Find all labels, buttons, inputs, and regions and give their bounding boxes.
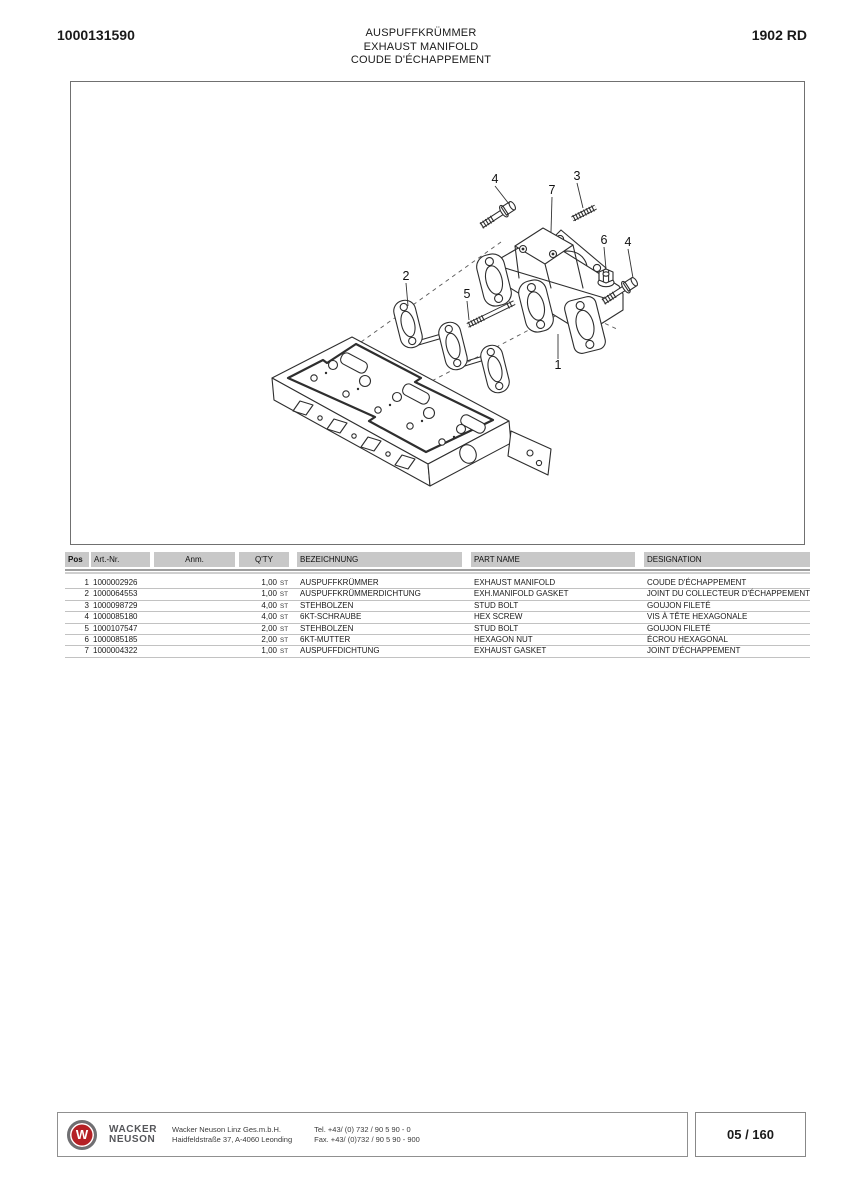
cell-bezeichnung: STEHBOLZEN (300, 600, 354, 610)
cell-qty: 1,00 (261, 646, 277, 656)
cell-unit: ST (280, 636, 289, 644)
hexagon-nut (598, 269, 614, 287)
cell-part-name: EXHAUST GASKET (474, 646, 547, 656)
svg-text:3: 3 (573, 169, 581, 183)
parts-table-header (65, 552, 810, 567)
cell-art-nr: 1000107547 (93, 623, 138, 633)
wacker-neuson-logo-icon: W (67, 1120, 97, 1150)
cell-pos: 7 (84, 646, 89, 656)
cell-unit: ST (280, 602, 289, 610)
company-phones (314, 1125, 420, 1144)
cell-anm (154, 646, 235, 656)
diagram-svg (71, 82, 804, 544)
cell-designation: COUDE D'ÉCHAPPEMENT (647, 578, 747, 587)
cell-bezeichnung: 6KT-MUTTER (300, 634, 351, 644)
cell-pos: 3 (84, 600, 89, 610)
cell-designation: JOINT D'ÉCHAPPEMENT (647, 646, 741, 656)
document-number: 1000131590 (57, 27, 135, 43)
cell-qty: 1,00 (261, 589, 277, 599)
cell-anm (154, 601, 235, 611)
cell-art-nr: 1000085185 (93, 634, 138, 644)
company-street: Haidfeldstraße 37, A-4060 Leonding (172, 1134, 293, 1144)
cell-unit: ST (280, 625, 289, 633)
cell-unit: ST (280, 614, 289, 622)
cell-unit: ST (279, 591, 288, 599)
cell-bezeichnung: AUSPUFFKRÜMMERDICHTUNG (299, 589, 421, 599)
table-row (65, 589, 810, 600)
callout-3 (574, 169, 583, 208)
col-header-art-nr: Art.-Nr. (91, 552, 150, 567)
cell-anm (154, 635, 235, 645)
cell-art-nr: 1000085180 (93, 612, 138, 622)
title-english: EXHAUST MANIFOLD (363, 40, 479, 53)
stud-bolt-short (571, 205, 597, 222)
cell-designation: JOINT DU COLLECTEUR D'ÉCHAPPEMENT (646, 589, 810, 599)
callout-7 (549, 183, 556, 232)
table-row (65, 646, 810, 657)
cell-part-name: HEX SCREW (474, 612, 523, 622)
col-header-pos: Pos (65, 552, 89, 567)
footer-company-box (57, 1112, 688, 1157)
cell-qty: 4,00 (261, 600, 277, 610)
col-header-qty: Q'TY (239, 552, 289, 567)
cell-anm (154, 612, 235, 622)
cell-designation: GOUJON FILETÉ (647, 600, 711, 610)
svg-text:5: 5 (463, 287, 471, 301)
cylinder-head (272, 337, 551, 486)
table-row (65, 578, 810, 589)
brand-wordmark (109, 1125, 157, 1144)
cell-bezeichnung: AUSPUFFKRÜMMER (300, 578, 379, 587)
cell-pos: 2 (84, 589, 89, 599)
exhaust-manifold (474, 228, 623, 355)
svg-text:4: 4 (624, 235, 632, 249)
brand-line-1: WACKER (109, 1124, 158, 1135)
cell-part-name: EXH.MANIFOLD GASKET (473, 589, 569, 599)
model-code: 1902 RD (751, 27, 807, 43)
header-rule-light (65, 572, 810, 574)
cell-designation: GOUJON FILETÉ (647, 623, 711, 633)
svg-text:2: 2 (402, 269, 410, 283)
col-header-anm: Anm. (154, 552, 235, 567)
table-row (65, 624, 810, 635)
cell-part-name: EXHAUST MANIFOLD (474, 578, 556, 587)
cell-art-nr: 1000098729 (93, 600, 138, 610)
hex-screw-top (478, 199, 518, 231)
table-row (65, 635, 810, 646)
cell-qty: 2,00 (261, 634, 277, 644)
title-french: COUDE D'ÉCHAPPEMENT (350, 54, 492, 66)
company-address (172, 1125, 292, 1144)
cell-art-nr: 1000002926 (93, 578, 138, 587)
cell-qty: 2,00 (261, 623, 277, 633)
table-row (65, 601, 810, 612)
cell-part-name: HEXAGON NUT (474, 634, 533, 644)
col-header-part-name: PART NAME (471, 552, 635, 567)
cell-unit: ST (280, 648, 289, 656)
callout-4 (492, 172, 509, 204)
cell-pos: 5 (84, 623, 89, 633)
parts-table-body (65, 578, 810, 658)
cell-part-name: STUD BOLT (474, 600, 519, 610)
page-title (0, 27, 842, 68)
cell-pos: 1 (84, 578, 89, 587)
svg-text:4: 4 (491, 172, 499, 186)
cell-unit: ST (280, 580, 289, 587)
cell-bezeichnung: AUSPUFFDICHTUNG (300, 646, 380, 656)
cell-pos: 4 (84, 612, 89, 622)
brand-line-2: NEUSON (109, 1133, 156, 1145)
cell-part-name: STUD BOLT (474, 623, 519, 633)
cell-designation: VIS À TÊTE HEXAGONALE (647, 612, 748, 622)
header-rule-dark (65, 569, 810, 571)
callout-4 (625, 235, 633, 278)
exploded-view-diagram (70, 81, 805, 545)
parts-table (65, 552, 810, 658)
svg-text:7: 7 (548, 183, 556, 197)
callout-1 (555, 334, 562, 372)
cell-anm (154, 624, 235, 634)
cell-anm (154, 589, 235, 599)
company-name: Wacker Neuson Linz Ges.m.b.H. (172, 1125, 281, 1134)
svg-text:6: 6 (600, 233, 608, 247)
cell-designation: ÉCROU HEXAGONAL (647, 634, 728, 644)
col-header-designation: DESIGNATION (644, 552, 810, 567)
svg-text:1: 1 (554, 358, 562, 372)
page-indicator: 05 / 160 (695, 1112, 806, 1157)
cell-qty: 4,00 (261, 612, 277, 622)
table-row (65, 612, 810, 623)
cell-bezeichnung: 6KT-SCHRAUBE (300, 612, 362, 622)
cell-anm (154, 578, 235, 588)
cell-art-nr: 1000004322 (93, 646, 138, 656)
col-header-bezeichnung: BEZEICHNUNG (297, 552, 462, 567)
cell-qty: 1,00 (261, 578, 277, 587)
callout-5 (464, 287, 471, 320)
phone-fax: Fax. +43/ (0)732 / 90 5 90 - 900 (314, 1134, 420, 1144)
cell-art-nr: 1000064553 (92, 589, 138, 599)
cell-pos: 6 (84, 634, 89, 644)
title-german: AUSPUFFKRÜMMER (365, 27, 477, 39)
cell-bezeichnung: STEHBOLZEN (300, 623, 354, 633)
phone-tel: Tel. +43/ (0) 732 / 90 5 90 - 0 (314, 1125, 411, 1134)
